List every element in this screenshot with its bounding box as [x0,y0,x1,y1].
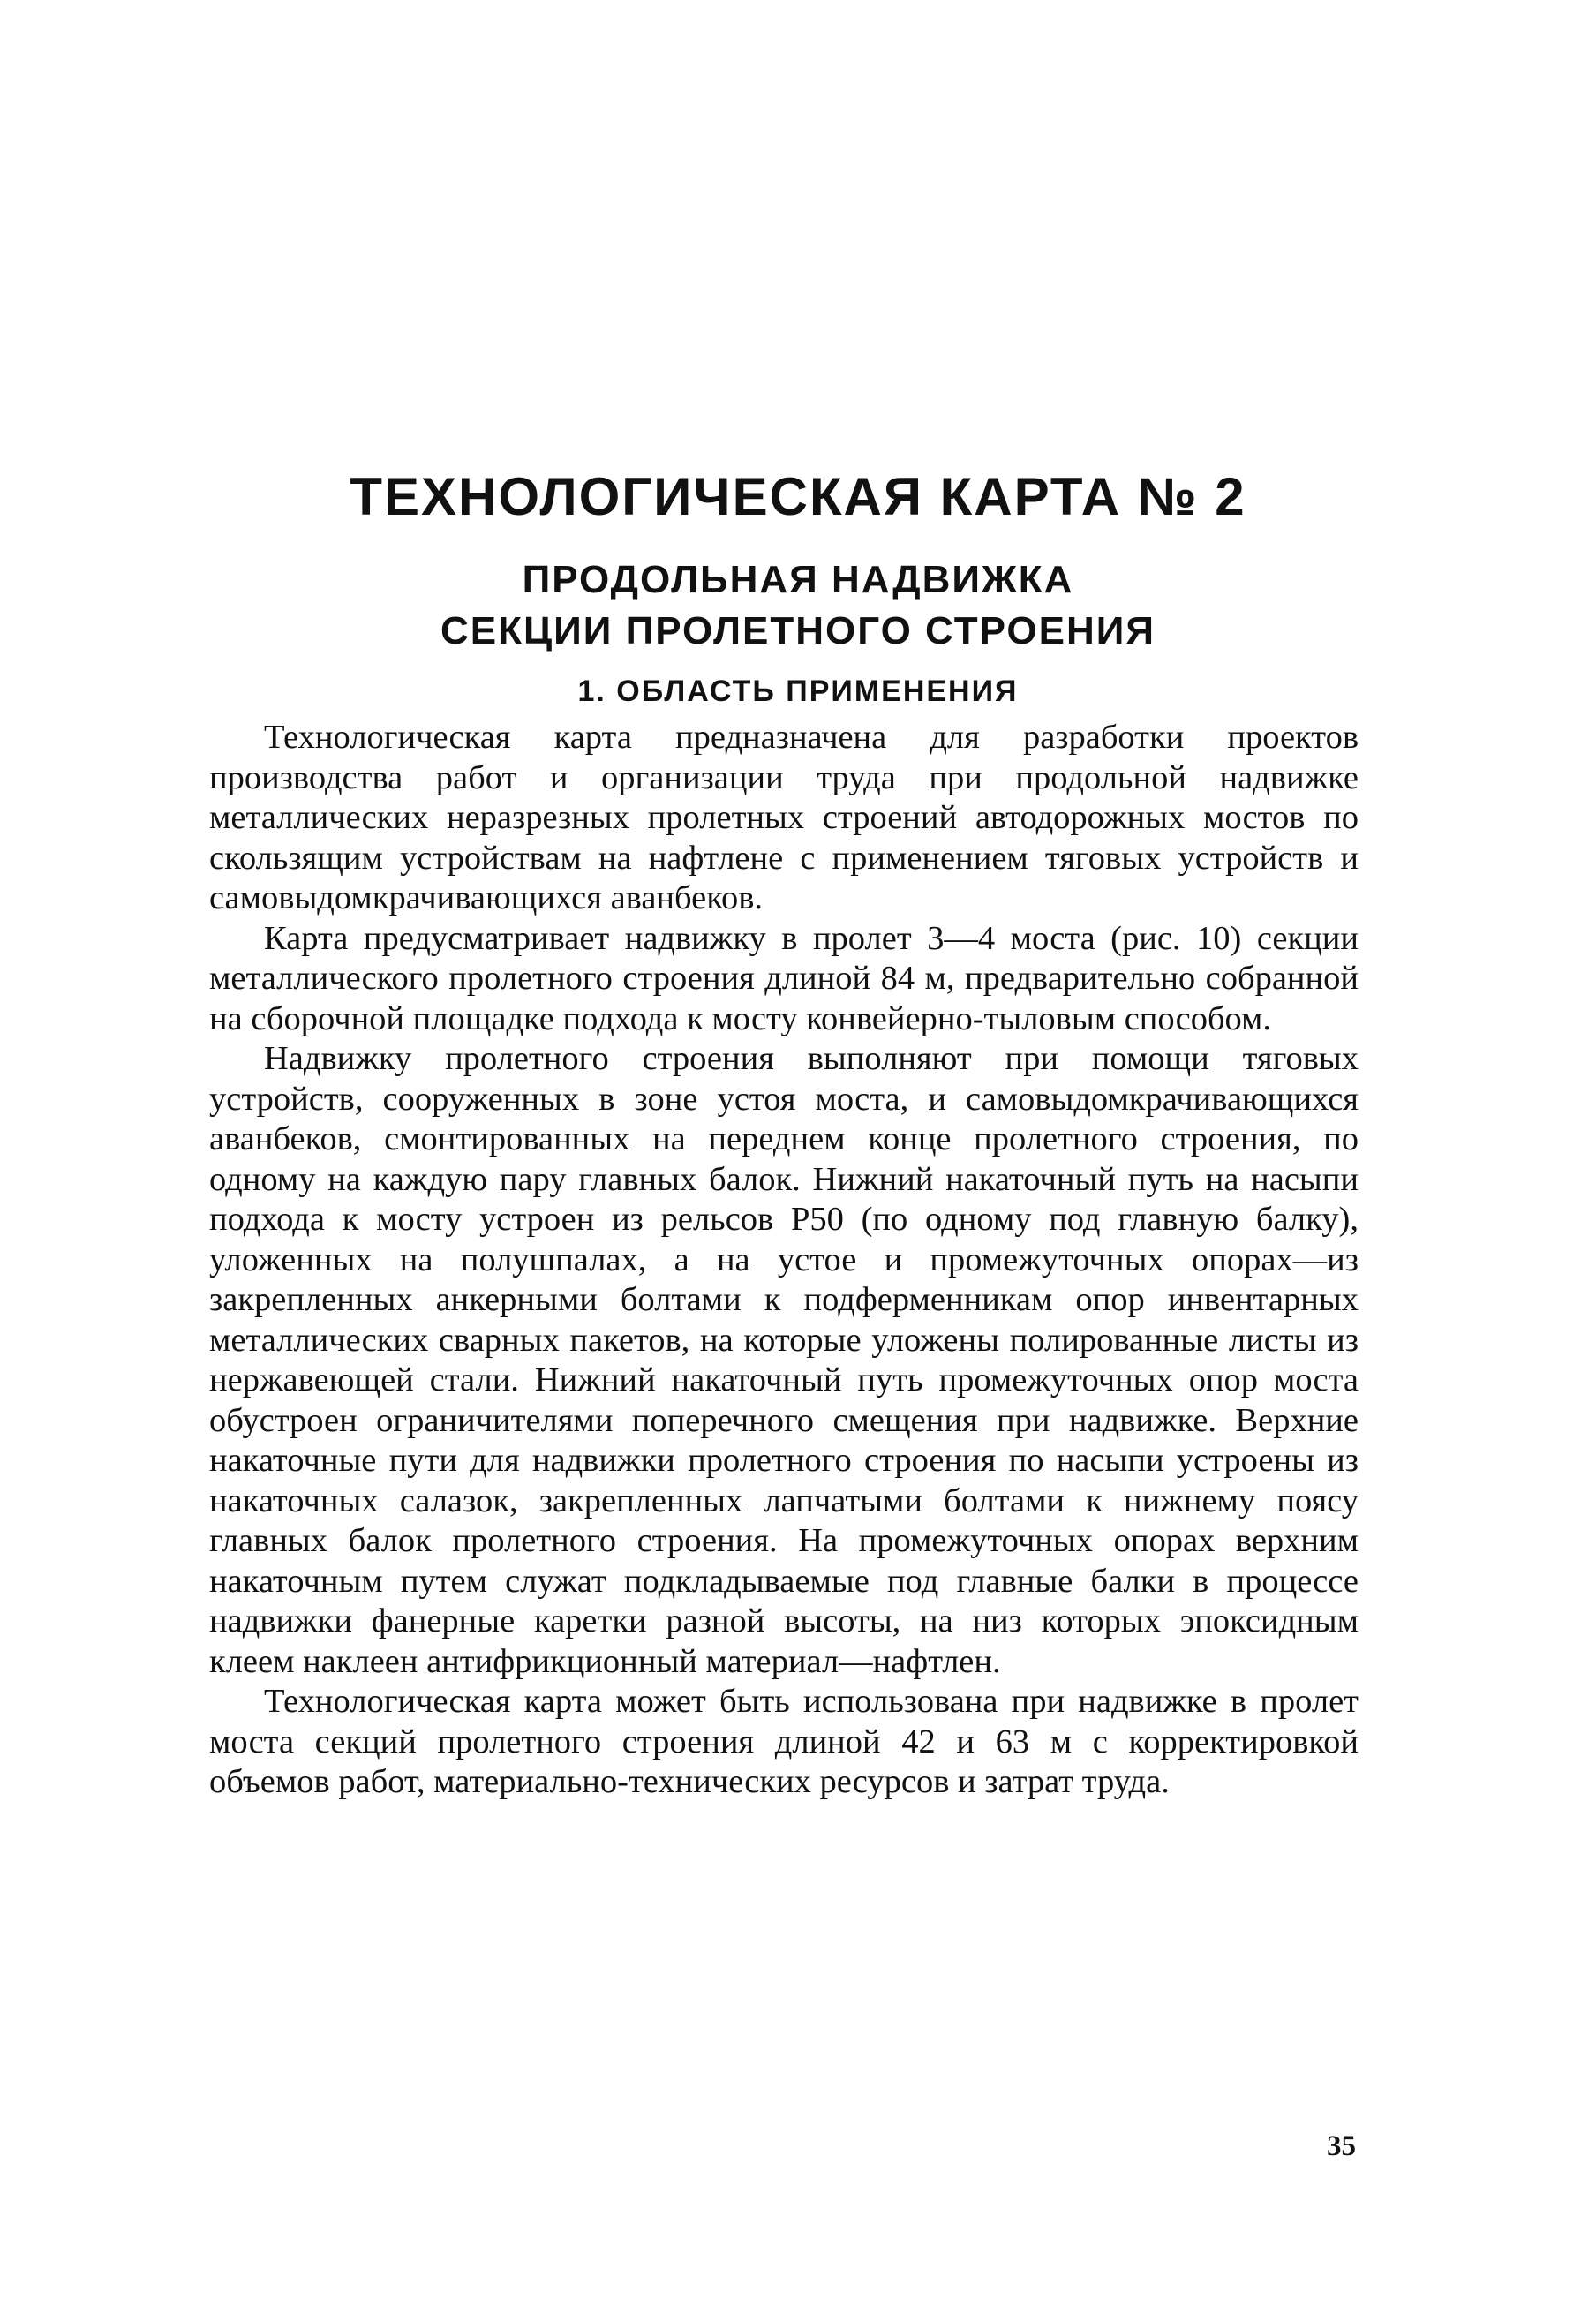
section-heading: 1. ОБЛАСТЬ ПРИМЕНЕНИЯ [577,675,1019,708]
page-number: 35 [1327,2130,1356,2162]
document-title: ТЕХНОЛОГИЧЕСКАЯ КАРТА № 2 [350,467,1246,526]
paragraph-1: Технологическая карта предназначена для разработки проектов производства работ и организации труда при продольной надвижке металлических неразрезных пролетных строений автодорожных мостов по скользящим устройствам на нафтлене с применением тяговых устройств и самовыдомкрачивающихся аванбеков. [209,719,1359,916]
subtitle-line-1: ПРОДОЛЬНАЯ НАДВИЖКА [522,558,1074,601]
paragraph-2: Карта предусматривает надвижку в пролет 3—4 моста (рис. 10) секции металлического пролетного строения длиной 84 м, предварительно собранной на сборочной площадке подхода к мосту конвейерно-тыловым способом. [209,919,1359,1037]
paragraph-3: Надвижку пролетного строения выполняют при помощи тяговых устройств, сооруженных в зоне устоя моста, и самовыдомкрачивающихся аванбеков, смонтированных на переднем конце пролетного строения, по одному на каждую пару главных балок. Нижний накаточный путь на насыпи подхода к мосту устроен из рельсов Р50 (по одному под главную балку), уложенных на полушпалах, а на устое и промежуточных опорах—из закрепленных анкерными болтами к подферменникам опор инвентарных металлических сварных пакетов, на которые уложены полированные листы из нержавеющей стали. Нижний накаточный путь промежуточных опор моста обустроен ограничителями поперечного смещения при надвижке. Верхние накаточные пути для надвижки пролетного строения по насыпи устроены из накаточных салазок, закрепленных лапчатыми болтами к нижнему поясу главных балок пролетного строения. На промежуточных опорах верхним накаточным путем служат подкладываемые под главные балки в процессе надвижки фанерные каретки разной высоты, на низ которых эпоксидным клеем наклеен антифрикционный материал—нафтлен. [209,1040,1359,1680]
subtitle-line-2: СЕКЦИИ ПРОЛЕТНОГО СТРОЕНИЯ [440,609,1156,652]
body-text [209,718,1359,1803]
paragraph-4: Технологическая карта может быть использована при надвижке в пролет моста секций пролетного строения длиной 42 и 63 м с корректировкой объемов работ, материально-технических ресурсов и затрат труда. [209,1683,1359,1800]
